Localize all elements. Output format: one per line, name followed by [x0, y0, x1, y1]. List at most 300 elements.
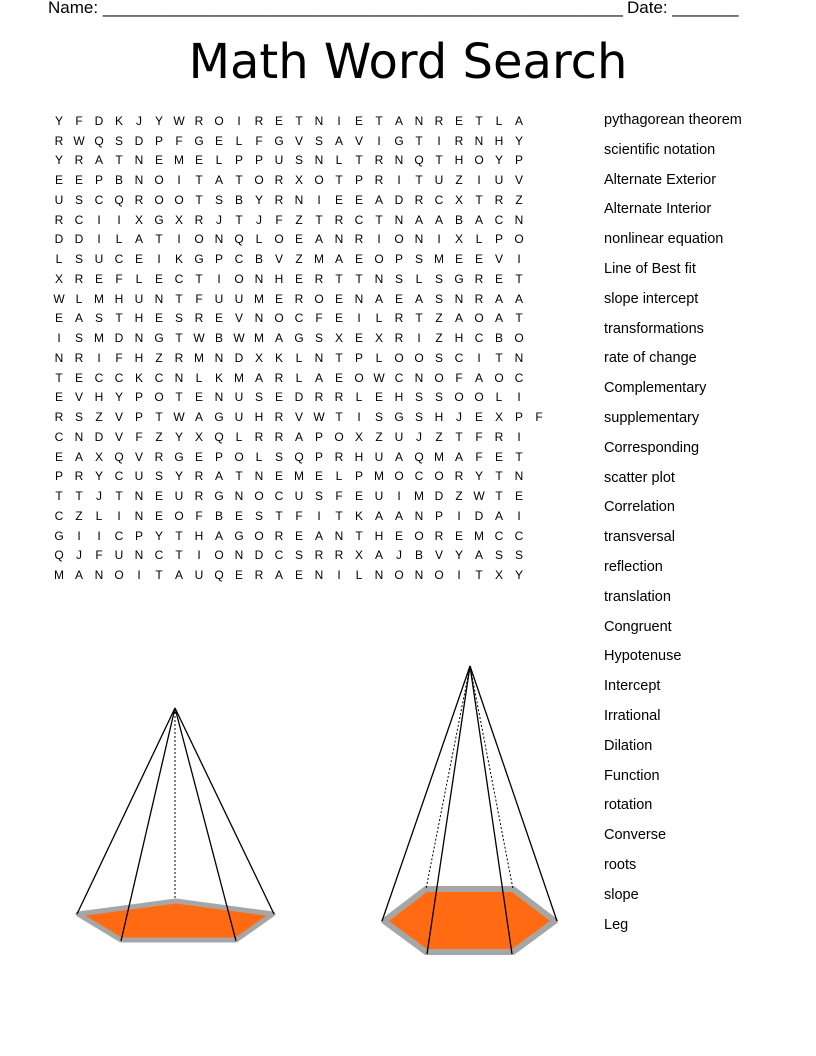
- grid-letter[interactable]: E: [194, 390, 203, 405]
- grid-letter[interactable]: A: [274, 568, 283, 583]
- grid-letter[interactable]: O: [474, 390, 484, 405]
- grid-letter[interactable]: Q: [234, 232, 244, 247]
- grid-letter[interactable]: N: [454, 291, 464, 306]
- grid-letter[interactable]: J: [456, 410, 462, 425]
- grid-letter[interactable]: R: [374, 173, 384, 188]
- grid-letter[interactable]: P: [234, 153, 243, 168]
- grid-letter[interactable]: A: [514, 291, 523, 306]
- grid-letter[interactable]: E: [314, 469, 323, 484]
- grid-letter[interactable]: S: [254, 508, 263, 523]
- grid-letter[interactable]: E: [234, 568, 243, 583]
- grid-letter[interactable]: T: [195, 192, 203, 207]
- grid-letter[interactable]: X: [134, 212, 143, 227]
- grid-letter[interactable]: Y: [54, 153, 63, 168]
- grid-letter[interactable]: R: [134, 192, 144, 207]
- grid-letter[interactable]: O: [254, 489, 264, 504]
- grid-letter[interactable]: T: [235, 469, 243, 484]
- grid-letter[interactable]: N: [314, 568, 324, 583]
- grid-letter[interactable]: T: [515, 271, 523, 286]
- grid-letter[interactable]: T: [335, 410, 343, 425]
- grid-letter[interactable]: N: [254, 271, 264, 286]
- grid-letter[interactable]: I: [77, 528, 81, 543]
- grid-letter[interactable]: F: [475, 429, 483, 444]
- grid-letter[interactable]: I: [517, 429, 521, 444]
- grid-letter[interactable]: C: [114, 469, 124, 484]
- grid-letter[interactable]: A: [254, 370, 263, 385]
- grid-letter[interactable]: T: [335, 350, 343, 365]
- grid-letter[interactable]: W: [313, 410, 325, 425]
- grid-letter[interactable]: R: [334, 449, 344, 464]
- grid-letter[interactable]: S: [74, 192, 83, 207]
- grid-letter[interactable]: E: [394, 291, 403, 306]
- grid-letter[interactable]: E: [294, 232, 303, 247]
- grid-letter[interactable]: L: [375, 350, 383, 365]
- grid-letter[interactable]: F: [295, 508, 303, 523]
- grid-letter[interactable]: R: [294, 291, 304, 306]
- grid-letter[interactable]: R: [54, 133, 64, 148]
- grid-letter[interactable]: E: [274, 469, 283, 484]
- grid-letter[interactable]: C: [274, 548, 284, 563]
- grid-letter[interactable]: P: [154, 133, 163, 148]
- grid-letter[interactable]: Z: [375, 429, 383, 444]
- grid-letter[interactable]: S: [114, 133, 123, 148]
- grid-letter[interactable]: D: [434, 489, 444, 504]
- grid-letter[interactable]: M: [414, 489, 424, 504]
- grid-letter[interactable]: N: [74, 429, 84, 444]
- grid-letter[interactable]: I: [377, 133, 381, 148]
- grid-letter[interactable]: R: [74, 271, 84, 286]
- grid-letter[interactable]: I: [477, 173, 481, 188]
- grid-letter[interactable]: F: [115, 271, 123, 286]
- grid-letter[interactable]: T: [115, 489, 123, 504]
- grid-letter[interactable]: Z: [435, 331, 443, 346]
- grid-letter[interactable]: S: [374, 410, 383, 425]
- grid-letter[interactable]: Y: [494, 153, 503, 168]
- grid-letter[interactable]: A: [474, 212, 483, 227]
- grid-letter[interactable]: Q: [414, 449, 424, 464]
- grid-letter[interactable]: D: [234, 350, 244, 365]
- grid-letter[interactable]: R: [74, 469, 84, 484]
- grid-letter[interactable]: X: [254, 350, 263, 365]
- grid-letter[interactable]: E: [154, 311, 163, 326]
- grid-letter[interactable]: H: [94, 390, 104, 405]
- grid-letter[interactable]: I: [377, 232, 381, 247]
- grid-letter[interactable]: N: [334, 232, 344, 247]
- grid-letter[interactable]: I: [477, 350, 481, 365]
- grid-letter[interactable]: T: [175, 331, 183, 346]
- grid-letter[interactable]: P: [134, 410, 143, 425]
- grid-letter[interactable]: I: [197, 548, 201, 563]
- grid-letter[interactable]: B: [214, 331, 223, 346]
- grid-letter[interactable]: O: [414, 528, 424, 543]
- grid-letter[interactable]: T: [335, 271, 343, 286]
- grid-letter[interactable]: E: [134, 252, 143, 267]
- grid-letter[interactable]: X: [354, 548, 363, 563]
- grid-letter[interactable]: T: [195, 173, 203, 188]
- grid-letter[interactable]: J: [136, 113, 142, 128]
- grid-letter[interactable]: Z: [455, 489, 463, 504]
- grid-letter[interactable]: N: [94, 568, 104, 583]
- grid-letter[interactable]: E: [74, 370, 83, 385]
- grid-letter[interactable]: N: [134, 508, 144, 523]
- grid-letter[interactable]: A: [474, 370, 483, 385]
- grid-letter[interactable]: R: [334, 548, 344, 563]
- grid-letter[interactable]: Y: [514, 568, 523, 583]
- grid-letter[interactable]: L: [255, 449, 263, 464]
- grid-letter[interactable]: U: [134, 291, 144, 306]
- grid-letter[interactable]: G: [194, 252, 204, 267]
- grid-letter[interactable]: R: [274, 429, 284, 444]
- grid-letter[interactable]: V: [494, 252, 503, 267]
- grid-letter[interactable]: T: [375, 113, 383, 128]
- grid-letter[interactable]: U: [234, 410, 244, 425]
- grid-letter[interactable]: U: [134, 469, 144, 484]
- grid-letter[interactable]: U: [54, 192, 64, 207]
- grid-letter[interactable]: E: [374, 390, 383, 405]
- grid-letter[interactable]: M: [314, 252, 324, 267]
- grid-letter[interactable]: R: [54, 410, 64, 425]
- grid-letter[interactable]: A: [134, 232, 143, 247]
- grid-letter[interactable]: E: [94, 271, 103, 286]
- grid-letter[interactable]: X: [54, 271, 63, 286]
- grid-letter[interactable]: T: [515, 449, 523, 464]
- grid-letter[interactable]: L: [255, 232, 263, 247]
- grid-letter[interactable]: C: [514, 370, 524, 385]
- grid-letter[interactable]: V: [274, 252, 283, 267]
- grid-letter[interactable]: J: [256, 212, 262, 227]
- grid-letter[interactable]: O: [214, 548, 224, 563]
- grid-letter[interactable]: A: [394, 449, 403, 464]
- grid-letter[interactable]: E: [354, 489, 363, 504]
- grid-letter[interactable]: A: [394, 113, 403, 128]
- grid-letter[interactable]: E: [454, 113, 463, 128]
- grid-letter[interactable]: P: [94, 173, 103, 188]
- grid-letter[interactable]: U: [94, 252, 104, 267]
- grid-letter[interactable]: W: [73, 133, 85, 148]
- grid-letter[interactable]: E: [354, 252, 363, 267]
- grid-letter[interactable]: A: [494, 291, 503, 306]
- grid-letter[interactable]: T: [155, 232, 163, 247]
- grid-letter[interactable]: I: [97, 212, 101, 227]
- grid-letter[interactable]: E: [154, 271, 163, 286]
- grid-letter[interactable]: E: [274, 113, 283, 128]
- grid-letter[interactable]: T: [115, 311, 123, 326]
- grid-letter[interactable]: O: [154, 173, 164, 188]
- grid-letter[interactable]: S: [434, 350, 443, 365]
- grid-letter[interactable]: Z: [295, 212, 303, 227]
- grid-letter[interactable]: C: [414, 469, 424, 484]
- grid-letter[interactable]: R: [194, 489, 204, 504]
- grid-letter[interactable]: E: [54, 449, 63, 464]
- grid-letter[interactable]: J: [96, 489, 102, 504]
- grid-letter[interactable]: O: [174, 192, 184, 207]
- grid-letter[interactable]: C: [74, 212, 84, 227]
- grid-letter[interactable]: E: [214, 133, 223, 148]
- grid-letter[interactable]: S: [154, 469, 163, 484]
- grid-letter[interactable]: A: [394, 508, 403, 523]
- grid-letter[interactable]: L: [475, 232, 483, 247]
- grid-letter[interactable]: A: [454, 449, 463, 464]
- grid-letter[interactable]: O: [114, 568, 124, 583]
- date-blank[interactable]: _______: [672, 0, 739, 17]
- grid-letter[interactable]: T: [515, 311, 523, 326]
- grid-letter[interactable]: R: [274, 528, 284, 543]
- grid-letter[interactable]: I: [357, 311, 361, 326]
- grid-letter[interactable]: E: [74, 173, 83, 188]
- grid-letter[interactable]: C: [354, 212, 364, 227]
- grid-letter[interactable]: I: [397, 489, 401, 504]
- grid-letter[interactable]: P: [494, 232, 503, 247]
- grid-letter[interactable]: X: [454, 192, 463, 207]
- grid-letter[interactable]: V: [134, 449, 143, 464]
- grid-letter[interactable]: Y: [474, 469, 483, 484]
- grid-letter[interactable]: S: [314, 489, 323, 504]
- grid-letter[interactable]: R: [414, 192, 424, 207]
- grid-letter[interactable]: C: [394, 370, 404, 385]
- grid-letter[interactable]: N: [414, 370, 424, 385]
- grid-letter[interactable]: S: [394, 271, 403, 286]
- grid-letter[interactable]: D: [254, 548, 264, 563]
- grid-letter[interactable]: K: [274, 350, 283, 365]
- grid-letter[interactable]: O: [234, 449, 244, 464]
- grid-letter[interactable]: R: [314, 271, 324, 286]
- grid-letter[interactable]: T: [495, 350, 503, 365]
- grid-letter[interactable]: W: [473, 489, 485, 504]
- grid-letter[interactable]: T: [175, 390, 183, 405]
- grid-letter[interactable]: R: [194, 212, 204, 227]
- grid-letter[interactable]: O: [394, 232, 404, 247]
- grid-letter[interactable]: S: [94, 311, 103, 326]
- grid-letter[interactable]: D: [134, 133, 144, 148]
- grid-letter[interactable]: C: [94, 192, 104, 207]
- grid-letter[interactable]: K: [354, 508, 363, 523]
- grid-letter[interactable]: P: [354, 350, 363, 365]
- grid-letter[interactable]: H: [134, 350, 144, 365]
- grid-letter[interactable]: P: [354, 469, 363, 484]
- grid-letter[interactable]: I: [337, 568, 341, 583]
- grid-letter[interactable]: C: [494, 528, 504, 543]
- grid-letter[interactable]: D: [94, 429, 104, 444]
- grid-letter[interactable]: L: [235, 429, 243, 444]
- grid-letter[interactable]: M: [254, 331, 264, 346]
- grid-letter[interactable]: I: [437, 232, 441, 247]
- grid-letter[interactable]: O: [254, 173, 264, 188]
- grid-letter[interactable]: L: [495, 113, 503, 128]
- grid-letter[interactable]: G: [214, 410, 224, 425]
- grid-letter[interactable]: U: [114, 548, 124, 563]
- grid-letter[interactable]: J: [76, 548, 82, 563]
- grid-letter[interactable]: O: [394, 350, 404, 365]
- grid-letter[interactable]: Y: [94, 469, 103, 484]
- grid-letter[interactable]: Y: [514, 133, 523, 148]
- grid-letter[interactable]: S: [514, 548, 523, 563]
- grid-letter[interactable]: E: [234, 508, 243, 523]
- grid-letter[interactable]: H: [494, 133, 504, 148]
- grid-letter[interactable]: P: [254, 153, 263, 168]
- grid-letter[interactable]: N: [214, 390, 224, 405]
- grid-letter[interactable]: S: [274, 449, 283, 464]
- grid-letter[interactable]: F: [535, 410, 543, 425]
- grid-letter[interactable]: S: [434, 390, 443, 405]
- grid-letter[interactable]: M: [174, 153, 184, 168]
- grid-letter[interactable]: S: [294, 153, 303, 168]
- grid-letter[interactable]: R: [254, 429, 264, 444]
- grid-letter[interactable]: S: [414, 410, 423, 425]
- grid-letter[interactable]: A: [494, 311, 503, 326]
- grid-letter[interactable]: I: [97, 232, 101, 247]
- grid-letter[interactable]: L: [115, 232, 123, 247]
- grid-letter[interactable]: A: [94, 153, 103, 168]
- grid-letter[interactable]: D: [54, 232, 64, 247]
- grid-letter[interactable]: N: [134, 153, 144, 168]
- grid-letter[interactable]: B: [114, 173, 123, 188]
- grid-letter[interactable]: O: [194, 232, 204, 247]
- grid-letter[interactable]: U: [494, 173, 504, 188]
- grid-letter[interactable]: R: [434, 528, 444, 543]
- grid-letter[interactable]: V: [114, 410, 123, 425]
- grid-letter[interactable]: D: [474, 508, 484, 523]
- grid-letter[interactable]: G: [154, 331, 164, 346]
- grid-letter[interactable]: T: [235, 212, 243, 227]
- grid-letter[interactable]: S: [74, 331, 83, 346]
- grid-letter[interactable]: O: [434, 568, 444, 583]
- grid-letter[interactable]: L: [95, 508, 103, 523]
- grid-letter[interactable]: E: [454, 252, 463, 267]
- grid-letter[interactable]: E: [354, 331, 363, 346]
- grid-letter[interactable]: N: [294, 192, 304, 207]
- grid-letter[interactable]: I: [177, 232, 181, 247]
- grid-letter[interactable]: X: [94, 449, 103, 464]
- grid-letter[interactable]: O: [514, 331, 524, 346]
- grid-letter[interactable]: T: [415, 133, 423, 148]
- grid-letter[interactable]: L: [195, 370, 203, 385]
- grid-letter[interactable]: E: [334, 192, 343, 207]
- grid-letter[interactable]: H: [194, 528, 204, 543]
- grid-letter[interactable]: R: [274, 370, 284, 385]
- grid-letter[interactable]: V: [234, 311, 243, 326]
- grid-letter[interactable]: E: [494, 449, 503, 464]
- grid-letter[interactable]: M: [94, 291, 104, 306]
- grid-letter[interactable]: F: [115, 350, 123, 365]
- grid-letter[interactable]: I: [117, 508, 121, 523]
- grid-letter[interactable]: S: [214, 192, 223, 207]
- grid-letter[interactable]: T: [335, 508, 343, 523]
- grid-letter[interactable]: V: [74, 390, 83, 405]
- grid-letter[interactable]: R: [254, 568, 264, 583]
- grid-letter[interactable]: L: [355, 390, 363, 405]
- grid-letter[interactable]: Y: [54, 113, 63, 128]
- grid-letter[interactable]: T: [415, 311, 423, 326]
- grid-letter[interactable]: Z: [455, 173, 463, 188]
- grid-letter[interactable]: O: [414, 350, 424, 365]
- grid-letter[interactable]: E: [354, 113, 363, 128]
- grid-letter[interactable]: A: [314, 370, 323, 385]
- grid-letter[interactable]: Y: [174, 469, 183, 484]
- grid-letter[interactable]: I: [97, 528, 101, 543]
- grid-letter[interactable]: X: [174, 212, 183, 227]
- grid-letter[interactable]: C: [54, 429, 64, 444]
- grid-letter[interactable]: A: [374, 508, 383, 523]
- grid-letter[interactable]: A: [214, 173, 223, 188]
- grid-letter[interactable]: F: [135, 429, 143, 444]
- grid-letter[interactable]: D: [74, 232, 84, 247]
- grid-letter[interactable]: S: [174, 311, 183, 326]
- grid-letter[interactable]: E: [474, 410, 483, 425]
- grid-letter[interactable]: W: [373, 370, 385, 385]
- grid-letter[interactable]: T: [235, 173, 243, 188]
- grid-letter[interactable]: C: [154, 548, 164, 563]
- grid-letter[interactable]: I: [337, 113, 341, 128]
- grid-letter[interactable]: E: [154, 489, 163, 504]
- grid-letter[interactable]: L: [335, 469, 343, 484]
- grid-letter[interactable]: Z: [435, 429, 443, 444]
- grid-letter[interactable]: I: [217, 271, 221, 286]
- grid-letter[interactable]: F: [455, 370, 463, 385]
- grid-letter[interactable]: L: [415, 271, 423, 286]
- grid-letter[interactable]: C: [114, 252, 124, 267]
- grid-letter[interactable]: P: [314, 429, 323, 444]
- grid-letter[interactable]: C: [114, 370, 124, 385]
- grid-letter[interactable]: R: [334, 212, 344, 227]
- grid-letter[interactable]: T: [375, 212, 383, 227]
- grid-letter[interactable]: P: [134, 528, 143, 543]
- grid-letter[interactable]: X: [354, 429, 363, 444]
- grid-letter[interactable]: A: [194, 410, 203, 425]
- grid-letter[interactable]: B: [214, 508, 223, 523]
- grid-letter[interactable]: A: [414, 212, 423, 227]
- grid-letter[interactable]: W: [193, 331, 205, 346]
- grid-letter[interactable]: W: [233, 331, 245, 346]
- grid-letter[interactable]: S: [494, 548, 503, 563]
- grid-letter[interactable]: I: [417, 331, 421, 346]
- grid-letter[interactable]: E: [294, 568, 303, 583]
- grid-letter[interactable]: R: [434, 113, 444, 128]
- grid-letter[interactable]: R: [254, 113, 264, 128]
- grid-letter[interactable]: R: [314, 390, 324, 405]
- grid-letter[interactable]: N: [214, 232, 224, 247]
- grid-letter[interactable]: Y: [114, 390, 123, 405]
- grid-letter[interactable]: O: [494, 370, 504, 385]
- grid-letter[interactable]: B: [494, 331, 503, 346]
- grid-letter[interactable]: F: [75, 113, 83, 128]
- grid-letter[interactable]: O: [254, 528, 264, 543]
- grid-letter[interactable]: F: [175, 133, 183, 148]
- grid-letter[interactable]: O: [314, 291, 324, 306]
- grid-letter[interactable]: S: [414, 390, 423, 405]
- grid-letter[interactable]: P: [354, 173, 363, 188]
- grid-letter[interactable]: E: [54, 173, 63, 188]
- grid-letter[interactable]: O: [454, 390, 464, 405]
- grid-letter[interactable]: C: [114, 528, 124, 543]
- grid-letter[interactable]: I: [117, 212, 121, 227]
- grid-letter[interactable]: N: [134, 548, 144, 563]
- grid-letter[interactable]: T: [175, 548, 183, 563]
- grid-letter[interactable]: T: [355, 528, 363, 543]
- grid-letter[interactable]: Y: [154, 528, 163, 543]
- grid-letter[interactable]: T: [435, 153, 443, 168]
- grid-letter[interactable]: U: [374, 489, 384, 504]
- grid-letter[interactable]: E: [334, 370, 343, 385]
- grid-letter[interactable]: T: [475, 192, 483, 207]
- grid-letter[interactable]: O: [274, 311, 284, 326]
- grid-letter[interactable]: L: [295, 350, 303, 365]
- grid-letter[interactable]: V: [354, 133, 363, 148]
- grid-letter[interactable]: E: [54, 311, 63, 326]
- grid-letter[interactable]: O: [394, 469, 404, 484]
- grid-letter[interactable]: P: [394, 252, 403, 267]
- grid-letter[interactable]: D: [294, 390, 304, 405]
- grid-letter[interactable]: P: [314, 449, 323, 464]
